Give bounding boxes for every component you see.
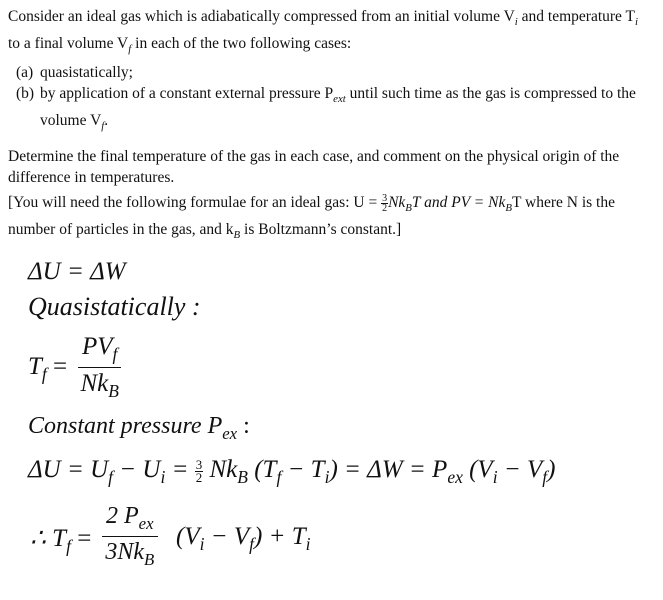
hint-text-1: [You will need the following formulae for an ideal gas: U = (8, 194, 382, 211)
intro-text-4: in each of the two following cases: (131, 35, 352, 53)
final-den-text: 3Nk (105, 538, 144, 565)
problem-hint (8, 192, 648, 246)
equation-energy-work: ΔU = ΔW (28, 258, 126, 285)
tf-lhs (28, 353, 67, 385)
heading-const-sub: ex (222, 423, 238, 443)
final-rhs-sub: i (305, 534, 311, 554)
eq-long-8: (V (462, 456, 493, 483)
final-denominator (105, 537, 154, 570)
eq-long-7: ) = ΔW = P (329, 456, 448, 483)
intro-text-3: to a final volume V (8, 35, 129, 53)
hint-sub: B (405, 202, 412, 215)
hint-sub: B (505, 202, 512, 215)
item-a (8, 62, 648, 83)
final-numerator (102, 503, 158, 537)
item-b (8, 83, 648, 137)
item-b-sub: f (101, 120, 105, 133)
eq-long-sub: i (492, 467, 498, 487)
hint-frac-num: 3 (382, 192, 388, 204)
item-a-text: quasistatically; (40, 64, 133, 81)
eq-long-2: − U (113, 456, 161, 483)
eq-long-5: (T (247, 456, 277, 483)
final-num-text: 2 P (106, 503, 139, 529)
tf-den-text: Nk (80, 370, 109, 397)
eq-long-4: Nk (203, 456, 238, 483)
item-b-sub: ext (333, 93, 346, 106)
intro-sub: f (128, 43, 132, 56)
item-b-label: (b) (16, 85, 35, 102)
problem-question: Determine the final temperature of the gas in each case, and comment on the physical origin of the difference in temperatures. (8, 148, 620, 186)
final-rhs-1: (V (176, 523, 200, 550)
final-den-sub: B (143, 549, 155, 569)
eq-long-sub: i (160, 467, 166, 487)
eq-long-frac-num: 3 (195, 456, 203, 472)
hint-text-3: T and PV = Nk (411, 194, 506, 211)
problem-intro (8, 6, 648, 60)
eq-long-sub: i (324, 467, 330, 487)
heading-const-colon: : (237, 413, 250, 439)
eq-long-sub: f (108, 467, 114, 487)
eq-long-6: − T (281, 456, 325, 483)
intro-sub: i (635, 16, 639, 29)
eq-long-3: = (165, 456, 195, 483)
equation-long (28, 456, 555, 488)
eq-long-sub: f (542, 467, 548, 487)
tf-num-sub: f (112, 344, 118, 364)
tf-numerator (78, 333, 121, 368)
final-rhs (176, 523, 311, 555)
item-b-end: . (104, 112, 109, 130)
problem-items (8, 62, 648, 137)
final-fraction (102, 503, 158, 570)
final-lhs-text: ∴ T (30, 525, 67, 552)
tf-fraction (78, 333, 121, 402)
eq-long-9: − V (497, 456, 543, 483)
final-equals: = (70, 525, 92, 552)
heading-quasistatically: Quasistatically : (28, 292, 201, 321)
eq-long-sub: ex (447, 467, 463, 487)
final-rhs-2: − V (204, 523, 250, 550)
final-rhs-3: ) + T (254, 523, 306, 550)
tf-lhs-T: T (28, 353, 42, 380)
eq-long-1: ΔU = U (28, 456, 109, 483)
hint-sub: B (233, 229, 241, 242)
hint-text-5: is Boltzmann’s constant.] (240, 221, 402, 239)
item-b-text-1: by application of a constant external pressure P (40, 85, 334, 102)
intro-text-2: and temperature T (517, 8, 636, 25)
eq-long-sub: B (237, 467, 248, 487)
hint-frac-den: 2 (382, 202, 388, 214)
heading-constant-pressure (28, 413, 250, 444)
item-b-text (40, 83, 648, 137)
heading-const-text: Constant pressure P (28, 413, 223, 439)
eq-long-10: ) (547, 456, 556, 483)
tf-num-text: PV (82, 333, 113, 360)
final-rhs-sub: f (249, 534, 255, 554)
item-b-text-2: until such time as the gas is compressed to the volume V (40, 85, 636, 130)
intro-text-1: Consider an ideal gas which is adiabatically compressed from an initial volume V (8, 8, 515, 25)
tf-equals: = (53, 353, 68, 380)
final-rhs-sub: i (199, 534, 205, 554)
eq-long-sub: f (276, 467, 282, 487)
hint-text-4: T where N is the number of particles in the gas, and k (8, 194, 615, 239)
eq-long-fraction (195, 456, 204, 485)
tf-den-sub: B (108, 381, 119, 401)
item-a-label: (a) (16, 64, 34, 81)
intro-sub: i (514, 16, 518, 29)
tf-denominator (80, 368, 118, 402)
tf-lhs-sub: f (41, 364, 47, 384)
final-lhs-sub: f (66, 536, 71, 556)
hint-fraction (381, 194, 388, 213)
hint-text-2: Nk (388, 194, 406, 211)
final-lhs (30, 523, 91, 557)
final-num-sub: ex (138, 513, 154, 533)
eq-long-frac-den: 2 (195, 469, 203, 485)
